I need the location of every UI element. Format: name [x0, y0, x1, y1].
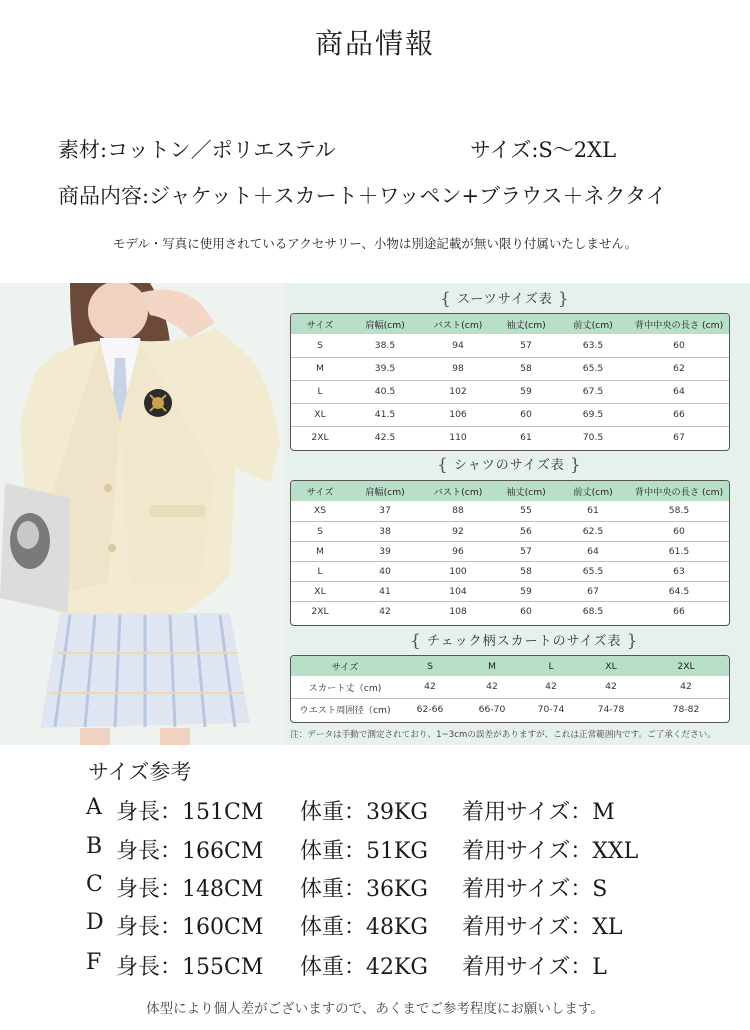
shirt-cell: 62.5 — [557, 521, 629, 541]
shirt-cell: 61.5 — [629, 541, 729, 561]
suit-cell: 64 — [629, 380, 729, 403]
suit-cell: 110 — [449, 432, 467, 444]
shirt-header-cell: 前丈(cm) — [557, 481, 629, 501]
shirt-cell: 68.5 — [582, 605, 604, 617]
suit-cell: M — [291, 357, 349, 380]
skirt-header-cell: XL — [579, 656, 643, 676]
suit-header-cell: 肩幅(cm) — [349, 314, 421, 334]
shirt-cell: 40 — [349, 561, 421, 581]
reference-weight: 体重：51KG — [300, 839, 429, 864]
shirt-table-title: { シャツのサイズ表 } — [437, 455, 582, 475]
table-row — [291, 521, 729, 541]
suit-cell: 39.5 — [349, 357, 421, 380]
suit-cell: 41.5 — [349, 403, 421, 426]
shirt-cell: S — [291, 521, 349, 541]
reference-size: 着用サイズ：S — [462, 877, 608, 902]
shirt-cell: 58.5 — [629, 501, 729, 521]
shirt-cell: 61 — [557, 501, 629, 521]
reference-height: 身長：160CM — [116, 915, 264, 940]
shirt-cell: 37 — [349, 501, 421, 521]
skirt-cell: 78-82 — [672, 703, 700, 715]
suit-cell: 62 — [629, 357, 729, 380]
suit-cell: 61 — [520, 432, 532, 444]
shirt-cell: 38 — [349, 521, 421, 541]
suit-header-cell: 背中中央の長さ (cm) — [629, 314, 729, 334]
reference-size: 着用サイズ：M — [462, 800, 615, 825]
shirt-cell: 2XL — [311, 605, 329, 617]
skirt-size-table — [290, 655, 730, 723]
reference-size: 着用サイズ：XXL — [462, 839, 639, 864]
suit-cell: 66 — [629, 403, 729, 426]
shirt-header-cell: バスト(cm) — [421, 481, 495, 501]
size-reference-title: サイズ参考 — [88, 760, 192, 784]
suit-cell: 67 — [673, 432, 685, 444]
reference-label: D — [86, 910, 104, 935]
suit-cell: S — [291, 334, 349, 357]
shirt-cell: 96 — [421, 541, 495, 561]
suit-cell: 106 — [421, 403, 495, 426]
shirt-header-cell: サイズ — [291, 481, 349, 501]
shirt-cell: 60 — [629, 521, 729, 541]
reference-weight: 体重：48KG — [300, 915, 429, 940]
skirt-table-title: { チェック柄スカートのサイズ表 } — [410, 631, 639, 651]
shirt-cell: 104 — [421, 581, 495, 601]
skirt-header-cell: L — [523, 656, 579, 676]
skirt-cell: 42 — [523, 676, 579, 698]
suit-cell: 42.5 — [374, 432, 396, 444]
table-row — [291, 426, 729, 449]
reference-weight: 体重：39KG — [300, 800, 429, 825]
skirt-cell: 66-70 — [478, 703, 506, 715]
suit-cell: 57 — [495, 334, 557, 357]
shirt-cell: 63 — [629, 561, 729, 581]
reference-height: 身長：148CM — [116, 877, 264, 902]
suit-header-cell: 袖丈(cm) — [495, 314, 557, 334]
table-row — [291, 403, 729, 426]
suit-cell: 69.5 — [557, 403, 629, 426]
table-row — [291, 561, 729, 581]
reference-weight: 体重：42KG — [300, 955, 429, 980]
suit-cell: 40.5 — [349, 380, 421, 403]
shirt-size-table — [290, 480, 730, 626]
suit-cell: 94 — [421, 334, 495, 357]
shirt-cell: 66 — [673, 605, 685, 617]
suit-cell: L — [291, 380, 349, 403]
shirt-cell: 58 — [495, 561, 557, 581]
reference-size: 着用サイズ：XL — [462, 915, 623, 940]
skirt-header-cell: S — [399, 656, 461, 676]
shirt-cell: XS — [291, 501, 349, 521]
shirt-cell: 57 — [495, 541, 557, 561]
skirt-cell: 74-78 — [597, 703, 625, 715]
shirt-cell: M — [291, 541, 349, 561]
reference-height: 身長：155CM — [116, 955, 264, 980]
shirt-cell: L — [291, 561, 349, 581]
shirt-cell: 92 — [421, 521, 495, 541]
suit-cell: 58 — [495, 357, 557, 380]
table-row — [291, 676, 729, 698]
suit-cell: 67.5 — [557, 380, 629, 403]
skirt-cell: 62-66 — [416, 703, 444, 715]
table-row — [291, 501, 729, 521]
shirt-cell: 64 — [557, 541, 629, 561]
shirt-cell: 100 — [421, 561, 495, 581]
suit-cell: 60 — [629, 334, 729, 357]
reference-label: C — [86, 872, 103, 897]
accessory-note: モデル・写真に使用されているアクセサリー、小物は別途記載が無い限り付属いたしません。 — [112, 236, 638, 251]
shirt-cell: 41 — [349, 581, 421, 601]
contents-text: 商品内容:ジャケット＋スカート＋ワッペン+ブラウス＋ネクタイ — [58, 184, 667, 208]
reference-label: B — [86, 834, 103, 859]
shirt-cell: 59 — [495, 581, 557, 601]
table-row — [291, 380, 729, 403]
reference-label: F — [86, 950, 102, 975]
shirt-cell: 88 — [421, 501, 495, 521]
suit-cell: 70.5 — [582, 432, 604, 444]
suit-header-cell: バスト(cm) — [421, 314, 495, 334]
reference-height: 身長：151CM — [116, 800, 264, 825]
suit-cell: 59 — [495, 380, 557, 403]
suit-size-table — [290, 313, 730, 451]
skirt-cell: 42 — [399, 676, 461, 698]
shirt-cell: 60 — [520, 605, 532, 617]
shirt-header-cell: 肩幅(cm) — [349, 481, 421, 501]
suit-cell: 98 — [421, 357, 495, 380]
shirt-cell: 108 — [449, 605, 467, 617]
shirt-cell: 55 — [495, 501, 557, 521]
table-note: 注：データは手動で測定されており、1~3cmの誤差がありますが、これは正常範囲内です。ご了承ください。 — [290, 730, 716, 740]
reference-size: 着用サイズ：L — [462, 955, 607, 980]
shirt-cell: XL — [291, 581, 349, 601]
table-row — [291, 541, 729, 561]
footer-note: 体型により個人差がございますので、あくまでご参考程度にお願いします。 — [146, 1001, 604, 1017]
table-row — [291, 581, 729, 601]
shirt-cell: 56 — [495, 521, 557, 541]
skirt-header-cell: 2XL — [643, 656, 729, 676]
suit-cell: XL — [291, 403, 349, 426]
suit-header-cell: サイズ — [291, 314, 349, 334]
reference-height: 身長：166CM — [116, 839, 264, 864]
material-text: 素材:コットン／ポリエステル — [58, 138, 336, 162]
suit-cell: 2XL — [311, 432, 329, 444]
shirt-cell: 42 — [379, 605, 391, 617]
reference-label: A — [86, 795, 102, 820]
suit-cell: 38.5 — [349, 334, 421, 357]
shirt-header-cell: 背中中央の長さ (cm) — [629, 481, 729, 501]
suit-cell: 102 — [421, 380, 495, 403]
skirt-cell: ウエスト周囲径（cm) — [299, 705, 391, 717]
skirt-header-cell: M — [461, 656, 523, 676]
suit-table-title: { スーツサイズ表 } — [440, 289, 570, 309]
suit-cell: 60 — [495, 403, 557, 426]
table-row — [291, 357, 729, 380]
page-title: 商品情報 — [314, 27, 435, 60]
shirt-cell: 67 — [557, 581, 629, 601]
skirt-cell: スカート丈（cm) — [291, 676, 399, 698]
shirt-cell: 64.5 — [629, 581, 729, 601]
skirt-cell: 42 — [643, 676, 729, 698]
size-range-text: サイズ:S～2XL — [470, 138, 617, 162]
reference-weight: 体重：36KG — [300, 877, 429, 902]
shirt-cell: 39 — [349, 541, 421, 561]
skirt-header-cell: サイズ — [291, 656, 399, 676]
table-row — [291, 334, 729, 357]
shirt-header-cell: 袖丈(cm) — [495, 481, 557, 501]
skirt-cell: 42 — [461, 676, 523, 698]
shirt-cell: 65.5 — [557, 561, 629, 581]
table-row — [291, 698, 729, 720]
suit-header-cell: 前丈(cm) — [557, 314, 629, 334]
table-row — [291, 601, 729, 621]
suit-cell: 65.5 — [557, 357, 629, 380]
skirt-cell: 70-74 — [537, 703, 565, 715]
skirt-cell: 42 — [579, 676, 643, 698]
suit-cell: 63.5 — [557, 334, 629, 357]
model-photo — [0, 283, 285, 745]
